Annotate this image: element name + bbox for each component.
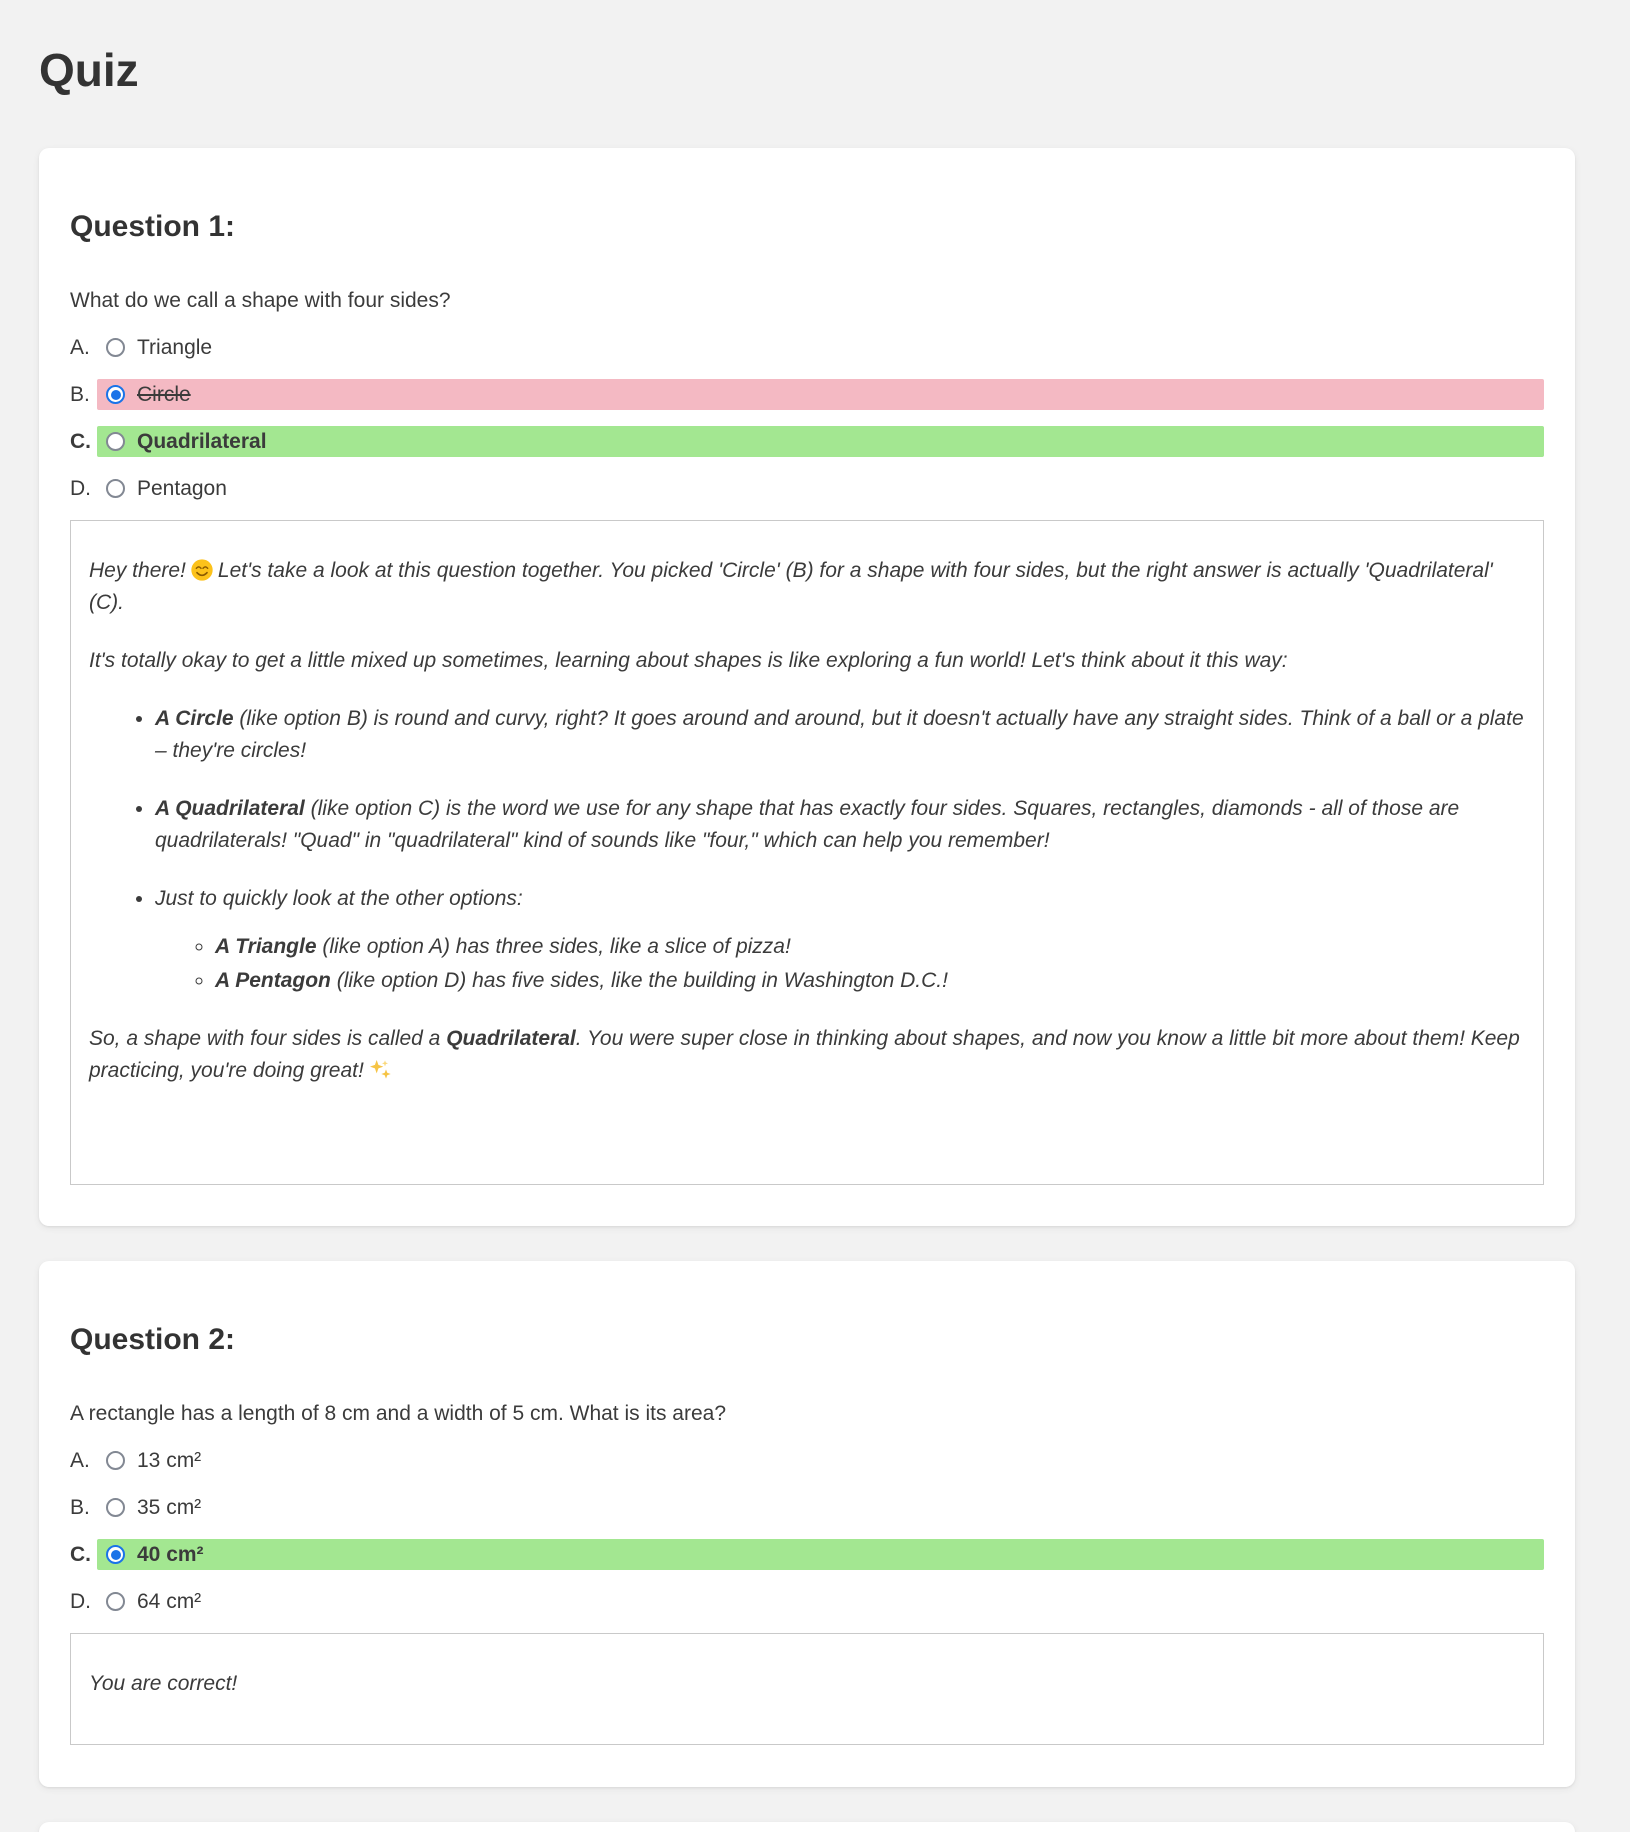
feedback-text: . You were super close in thinking about shapes, and now you know a little bit more about them! Keep practicing, you're doing great!: [89, 1027, 1520, 1082]
question-1-card: [39, 148, 1575, 1226]
option-row-q1-d: [70, 473, 1544, 504]
radio-unselected-icon[interactable]: [106, 479, 125, 498]
feedback-sub-bullet: [215, 931, 1525, 963]
option-choice-pentagon[interactable]: [97, 473, 1544, 504]
option-choice-64cm2[interactable]: [97, 1586, 1544, 1617]
feedback-sub-bullet: [215, 965, 1525, 997]
feedback-paragraph: [89, 555, 1525, 619]
option-label: 35 cm²: [137, 1495, 202, 1519]
option-letter: B.: [70, 382, 90, 406]
feedback-bold-text: A Circle: [155, 707, 234, 730]
feedback-paragraph: It's totally okay to get a little mixed up sometimes, learning about shapes is like exploring a fun world! Let's think about it this way:: [89, 649, 1288, 672]
question-1-feedback-box: [70, 520, 1544, 1185]
page-title: Quiz: [39, 44, 139, 96]
option-row-q1-a: [70, 332, 1544, 363]
radio-unselected-icon[interactable]: [106, 1592, 125, 1611]
question-2-options: [70, 1445, 1544, 1617]
feedback-bold-text: A Pentagon: [215, 969, 331, 992]
feedback-bold-text: Quadrilateral: [446, 1027, 576, 1050]
radio-selected-icon[interactable]: [106, 1545, 125, 1564]
feedback-text: (like option B) is round and curvy, right? It goes around and around, but it doesn't actually have any straight sides. Think of a ball or a plate – they're circles!: [155, 707, 1524, 762]
option-row-q2-a: [70, 1445, 1544, 1476]
feedback-text: (like option A) has three sides, like a slice of pizza!: [316, 935, 791, 958]
feedback-bullet: [155, 883, 1525, 997]
question-2-feedback-box: [70, 1633, 1544, 1745]
sparkles-emoji: [368, 1058, 392, 1082]
option-row-q1-c: [70, 426, 1544, 457]
question-2-card: [39, 1261, 1575, 1787]
feedback-bullet: [155, 703, 1525, 767]
option-label: 64 cm²: [137, 1589, 202, 1613]
option-letter: D.: [70, 1589, 91, 1613]
feedback-bullet-list: [89, 703, 1525, 997]
question-3-card-partial: [39, 1822, 1575, 1832]
option-letter: C.: [70, 429, 91, 453]
option-letter: D.: [70, 476, 91, 500]
question-2-heading: Question 2:: [70, 1323, 236, 1356]
option-row-q2-b: [70, 1492, 1544, 1523]
feedback-text: Let's take a look at this question together. You picked 'Circle' (B) for a shape with four sides, but the right answer is actually 'Quadrilateral' (C).: [89, 559, 1493, 614]
feedback-text: Hey there!: [89, 559, 186, 582]
feedback-bold-text: A Triangle: [215, 935, 317, 958]
option-letter: C.: [70, 1542, 91, 1566]
option-letter: A.: [70, 1448, 90, 1472]
feedback-text: (like option D) has five sides, like the building in Washington D.C.!: [330, 969, 948, 992]
feedback-text: Just to quickly look at the other options:: [155, 887, 523, 910]
option-letter: B.: [70, 1495, 90, 1519]
feedback-paragraph: You are correct!: [89, 1672, 238, 1695]
option-label: Circle: [137, 382, 191, 406]
feedback-bullet: [155, 793, 1525, 857]
question-1-text: What do we call a shape with four sides?: [70, 289, 451, 312]
option-choice-13cm2[interactable]: [97, 1445, 1544, 1476]
feedback-bold-text: A Quadrilateral: [155, 797, 305, 820]
feedback-text: So, a shape with four sides is called a: [89, 1027, 447, 1050]
radio-unselected-icon[interactable]: [106, 338, 125, 357]
option-label: Pentagon: [137, 476, 227, 500]
radio-selected-icon[interactable]: [106, 385, 125, 404]
feedback-paragraph: [89, 1023, 1525, 1087]
question-2-text: A rectangle has a length of 8 cm and a width of 5 cm. What is its area?: [70, 1402, 727, 1425]
radio-unselected-icon[interactable]: [106, 1451, 125, 1470]
smiling-face-emoji: [190, 558, 214, 582]
option-choice-triangle[interactable]: [97, 332, 1544, 363]
option-label: 13 cm²: [137, 1448, 202, 1472]
radio-unselected-icon[interactable]: [106, 1498, 125, 1517]
option-row-q2-d: [70, 1586, 1544, 1617]
option-choice-40cm2-correct[interactable]: [97, 1539, 1544, 1570]
feedback-sub-bullet-list: [155, 931, 1525, 997]
option-row-q1-b: [70, 379, 1544, 410]
option-label: Triangle: [137, 335, 213, 359]
option-choice-35cm2[interactable]: [97, 1492, 1544, 1523]
radio-unselected-icon[interactable]: [106, 432, 125, 451]
option-label: 40 cm²: [137, 1542, 204, 1566]
option-choice-quadrilateral-correct[interactable]: [97, 426, 1544, 457]
option-row-q2-c: [70, 1539, 1544, 1570]
option-letter: A.: [70, 335, 90, 359]
feedback-text: (like option C) is the word we use for any shape that has exactly four sides. Squares, rectangles, diamonds - all of those are quadrilaterals! "Quad" in "quadrilateral" kind of sounds like "four," which can help you remember!: [155, 797, 1460, 852]
option-choice-circle-incorrect[interactable]: [97, 379, 1544, 410]
question-1-options: [70, 332, 1544, 504]
question-1-heading: Question 1:: [70, 210, 236, 243]
option-label: Quadrilateral: [137, 429, 267, 453]
